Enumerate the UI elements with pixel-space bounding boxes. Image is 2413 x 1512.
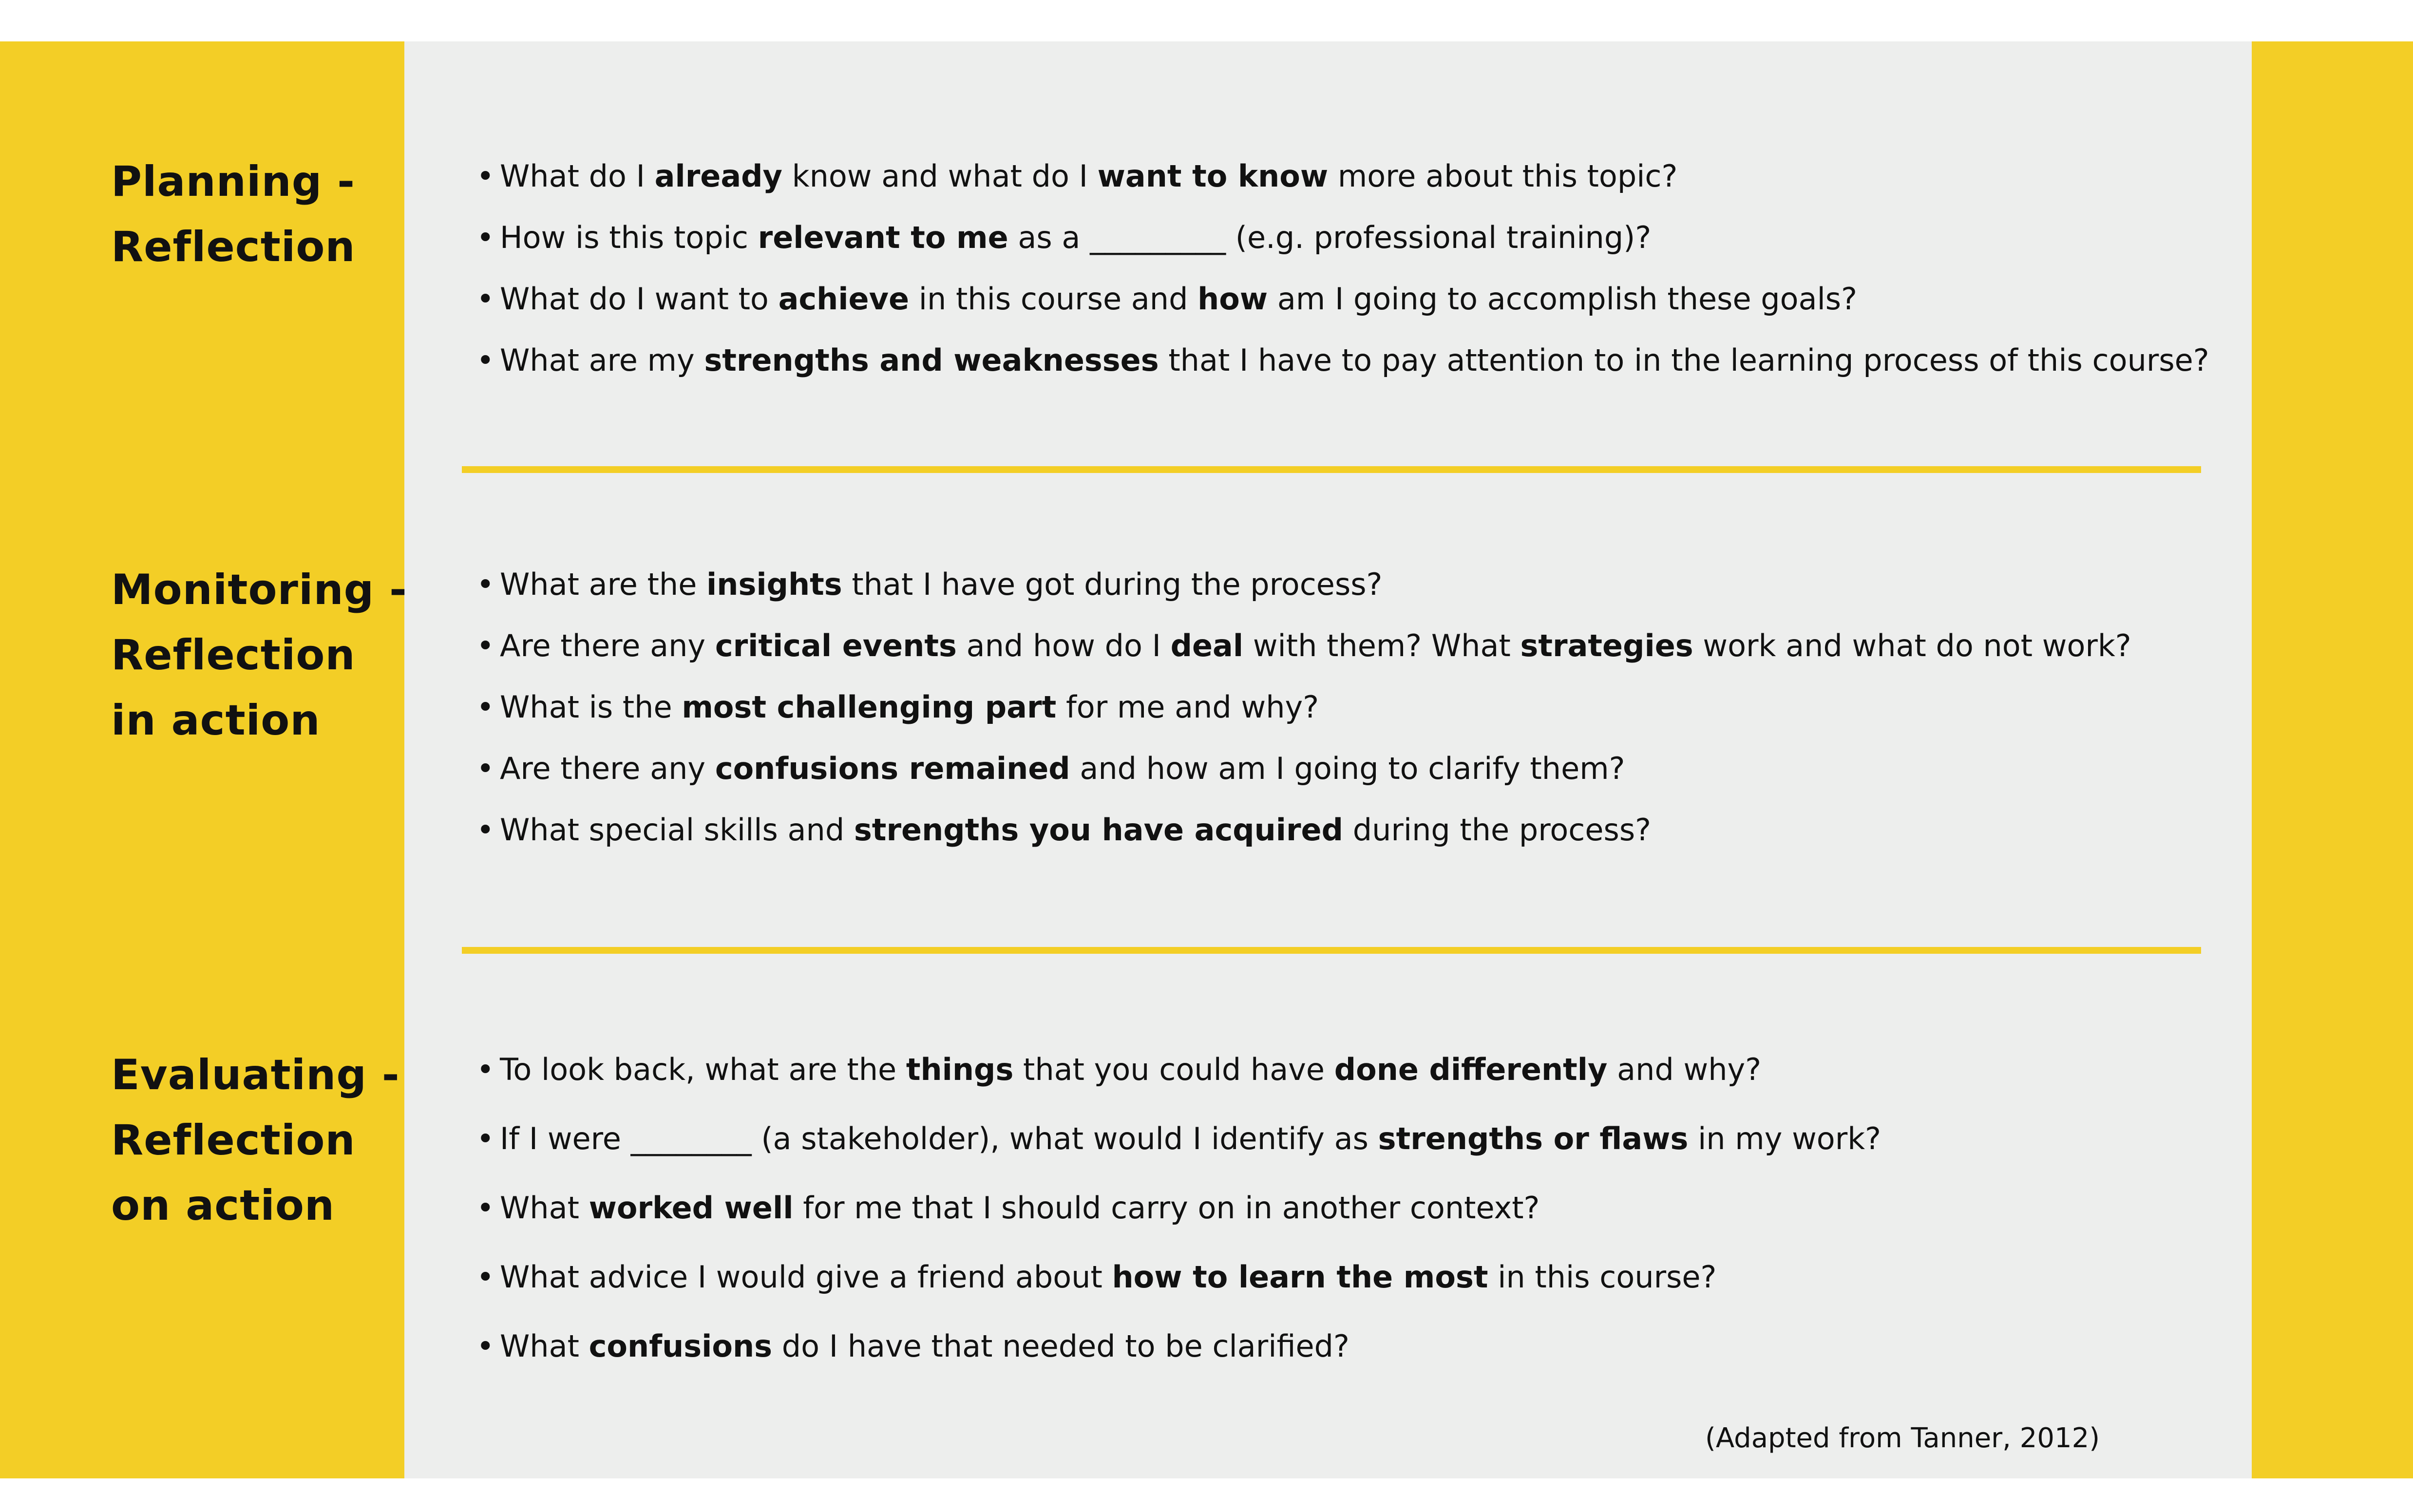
question-item xyxy=(476,1119,1881,1158)
question-text: in my work? xyxy=(1688,1121,1881,1156)
question-keyword: strengths or flaws xyxy=(1378,1121,1689,1156)
question-keyword: insights xyxy=(706,567,842,602)
bullet-icon: • xyxy=(476,751,494,786)
question-text: Are there any xyxy=(500,751,715,786)
bullet-icon: • xyxy=(476,1259,494,1295)
question-text: in this course? xyxy=(1488,1259,1717,1295)
question-item xyxy=(476,1258,1716,1297)
question-keyword: relevant to me xyxy=(758,220,1008,255)
question-keyword: strengths you have acquired xyxy=(854,812,1343,848)
question-keyword: achieve xyxy=(778,281,910,317)
question-item xyxy=(476,626,2131,665)
question-text: know and what do I xyxy=(782,158,1098,194)
question-keyword: deal xyxy=(1170,628,1244,663)
question-keyword: how xyxy=(1197,281,1268,317)
question-item xyxy=(476,565,1382,604)
question-text: during the process? xyxy=(1343,812,1652,848)
question-keyword: strategies xyxy=(1520,628,1693,663)
question-text: that you could have xyxy=(1013,1052,1334,1087)
question-keyword: critical events xyxy=(715,628,957,663)
title-line: in action xyxy=(111,696,321,745)
title-line: Planning - xyxy=(111,157,355,206)
bullet-icon: • xyxy=(476,281,494,317)
question-text: for me and why? xyxy=(1056,689,1319,725)
question-keyword: worked well xyxy=(589,1190,794,1226)
bullet-icon: • xyxy=(476,1121,494,1156)
question-item xyxy=(476,688,1319,727)
question-text: If I were ________ (a stakeholder), what would I identify as xyxy=(500,1121,1378,1156)
question-keyword: confusions remained xyxy=(715,751,1070,786)
bullet-icon: • xyxy=(476,342,494,378)
title-line: Reflection xyxy=(111,631,356,680)
question-keyword: already xyxy=(654,158,782,194)
question-text: and why? xyxy=(1607,1052,1762,1087)
question-text: What are my xyxy=(500,342,704,378)
question-text: What special skills and xyxy=(500,812,854,848)
section-divider xyxy=(462,947,2201,954)
bullet-icon: • xyxy=(476,220,494,255)
question-text: that I have to pay attention to in the learning process of this course? xyxy=(1159,342,2209,378)
question-item xyxy=(476,280,1857,319)
title-line: Monitoring - xyxy=(111,566,407,614)
question-keyword: how to learn the most xyxy=(1112,1259,1488,1295)
question-keyword: want to know xyxy=(1097,158,1329,194)
question-item xyxy=(476,1327,1349,1366)
question-item xyxy=(476,157,1677,196)
question-text: work and what do not work? xyxy=(1693,628,2131,663)
question-text: What xyxy=(500,1328,589,1364)
question-text: am I going to accomplish these goals? xyxy=(1268,281,1858,317)
question-text: as a _________ (e.g. professional training)? xyxy=(1008,220,1652,255)
title-line: Evaluating - xyxy=(111,1051,400,1099)
bullet-icon: • xyxy=(476,1328,494,1364)
question-item xyxy=(476,749,1625,788)
section-divider xyxy=(462,466,2201,473)
source-citation: (Adapted from Tanner, 2012) xyxy=(1705,1422,2100,1454)
question-keyword: strengths and weaknesses xyxy=(704,342,1159,378)
bullet-icon: • xyxy=(476,158,494,194)
question-text: What do I want to xyxy=(500,281,779,317)
question-text: with them? What xyxy=(1243,628,1520,663)
question-item xyxy=(476,811,1651,850)
question-text: What is the xyxy=(500,689,682,725)
bullet-icon: • xyxy=(476,567,494,602)
bullet-icon: • xyxy=(476,628,494,663)
question-text: more about this topic? xyxy=(1328,158,1678,194)
question-text: and how do I xyxy=(956,628,1171,663)
question-text: What advice I would give a friend about xyxy=(500,1259,1112,1295)
question-text: that I have got during the process? xyxy=(842,567,1383,602)
question-keyword: confusions xyxy=(589,1328,772,1364)
question-item xyxy=(476,1050,1761,1089)
monitoring-section-title xyxy=(111,557,407,753)
right-yellow-band xyxy=(2252,41,2413,1478)
question-keyword: things xyxy=(906,1052,1014,1087)
title-line: Reflection xyxy=(111,223,356,271)
question-item xyxy=(476,1189,1539,1228)
question-text: What xyxy=(500,1190,589,1226)
bullet-icon: • xyxy=(476,1052,494,1087)
question-text: Are there any xyxy=(500,628,715,663)
title-line: Reflection xyxy=(111,1116,356,1165)
question-keyword: most challenging part xyxy=(682,689,1057,725)
question-text: What are the xyxy=(500,567,707,602)
bullet-icon: • xyxy=(476,812,494,848)
question-text: What do I xyxy=(500,158,655,194)
question-text: How is this topic xyxy=(500,220,758,255)
question-text: and how am I going to clarify them? xyxy=(1070,751,1625,786)
title-line: on action xyxy=(111,1181,335,1230)
question-keyword: done differently xyxy=(1334,1052,1608,1087)
question-text: for me that I should carry on in another context? xyxy=(793,1190,1540,1226)
question-item xyxy=(476,341,2209,380)
question-text: To look back, what are the xyxy=(500,1052,906,1087)
planning-section-title xyxy=(111,149,356,280)
evaluating-section-title xyxy=(111,1042,400,1238)
question-item xyxy=(476,218,1651,257)
question-text: in this course and xyxy=(909,281,1198,317)
bullet-icon: • xyxy=(476,689,494,725)
bullet-icon: • xyxy=(476,1190,494,1226)
question-text: do I have that needed to be clarified? xyxy=(772,1328,1349,1364)
